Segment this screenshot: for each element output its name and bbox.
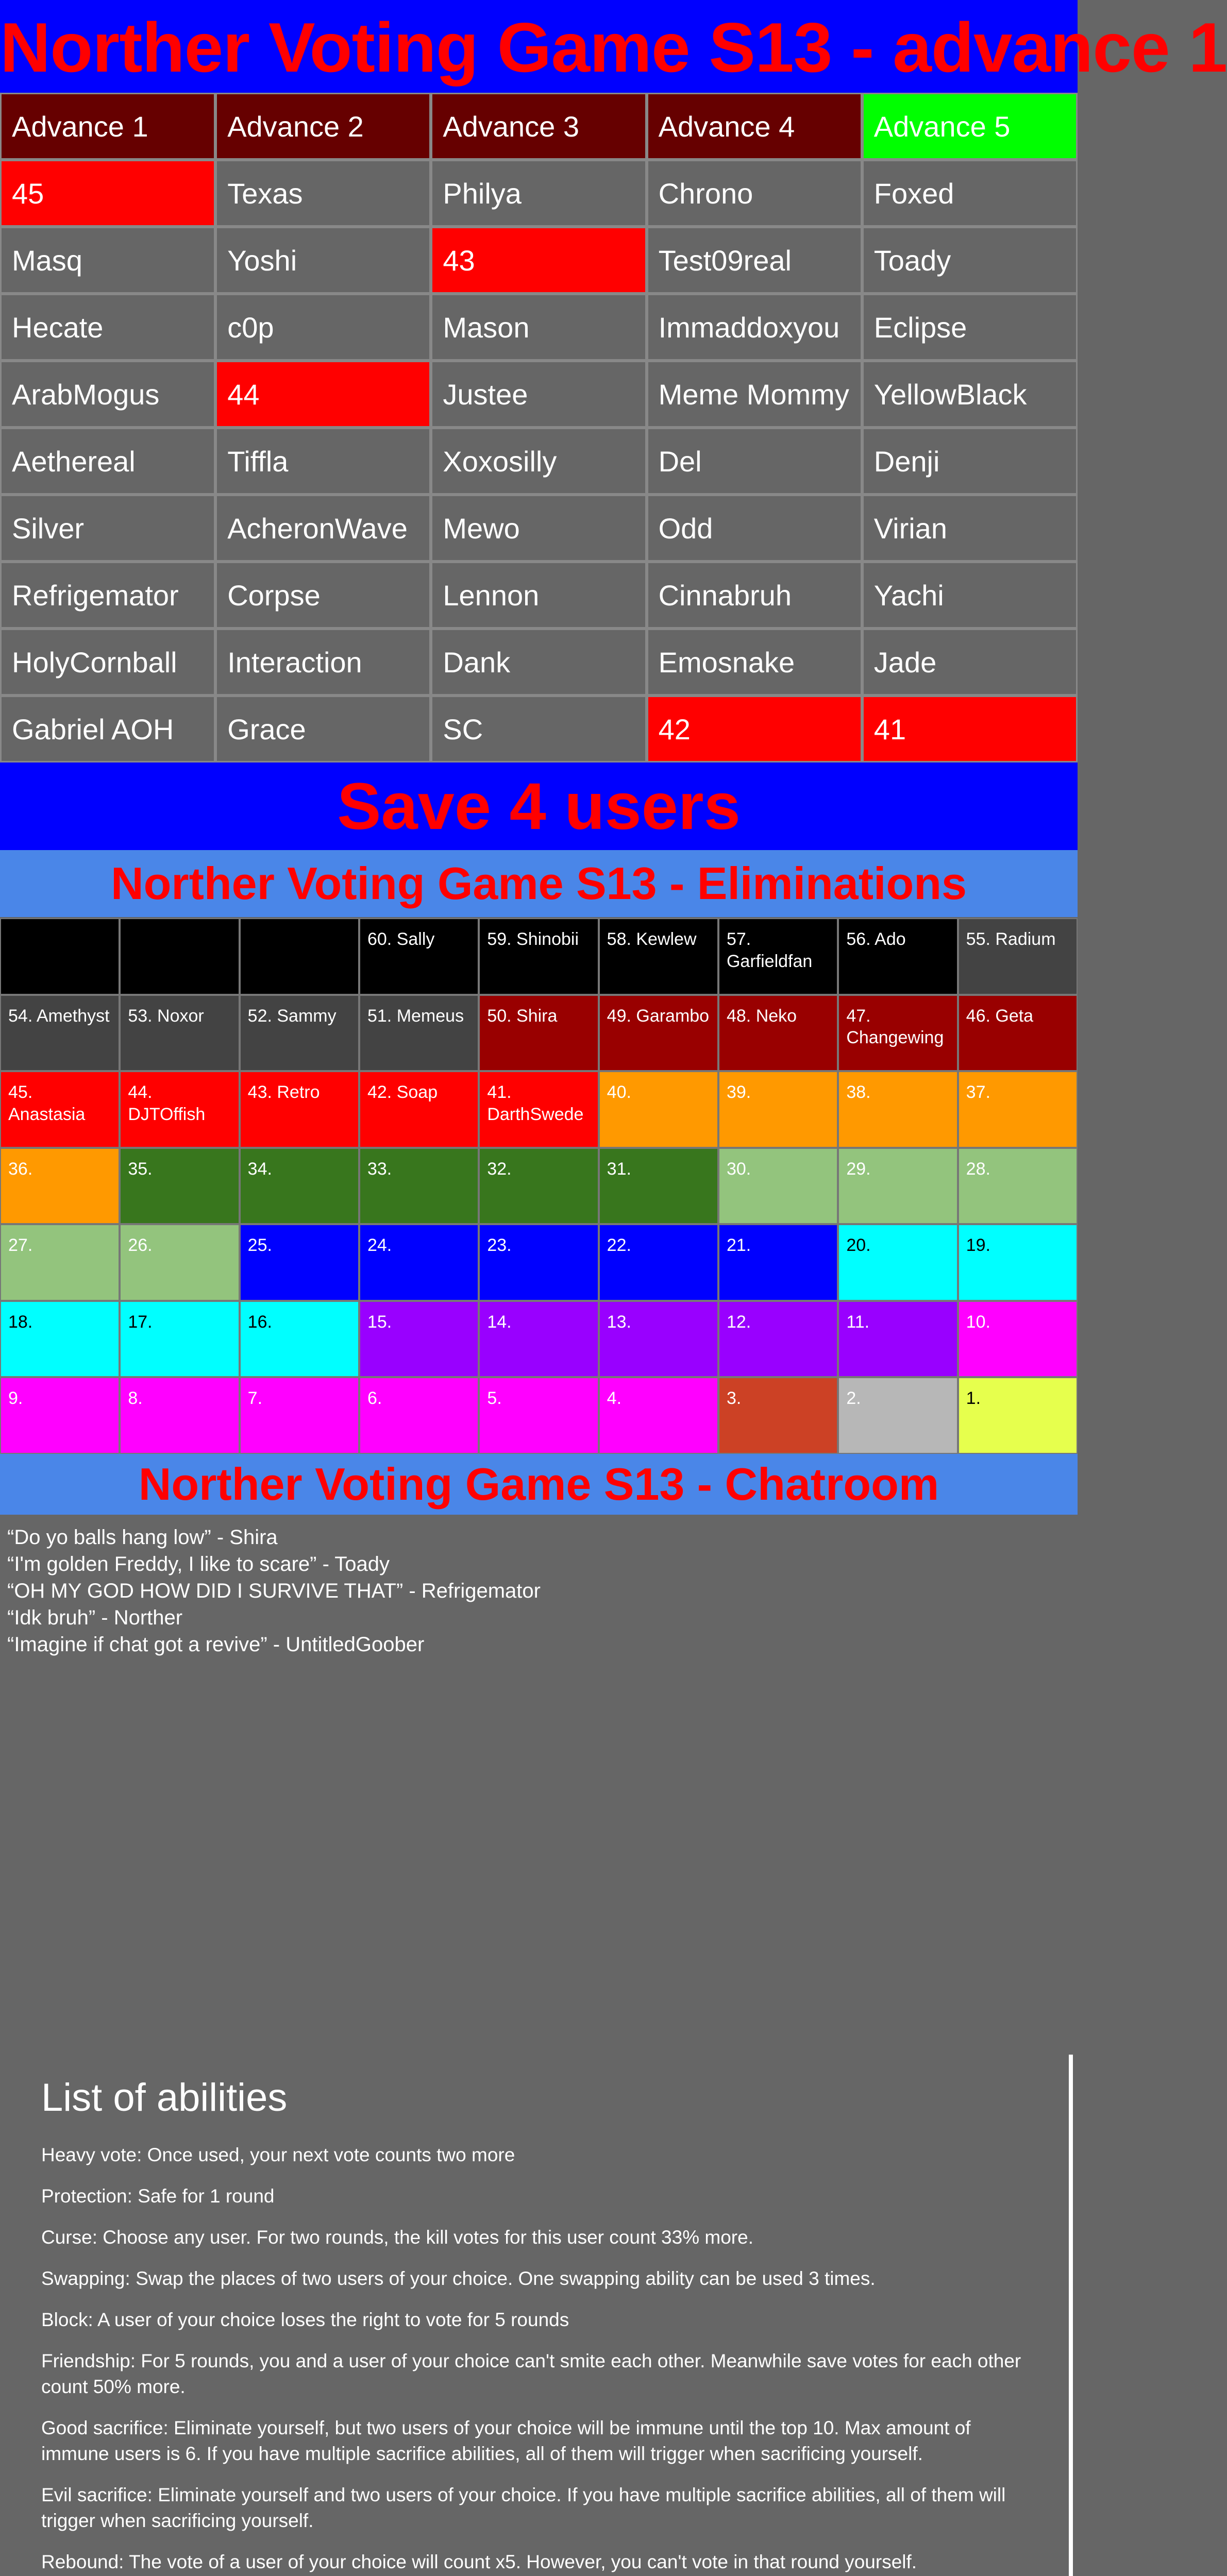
advance-header: Advance 4 xyxy=(647,93,862,160)
advance-cell: Interaction xyxy=(215,629,431,696)
abilities-title: List of abilities xyxy=(41,2076,288,2120)
chat-quote: “Idk bruh” - Norther xyxy=(7,1606,183,1629)
eliminations-title-banner xyxy=(0,850,1078,917)
elimination-cell: 17. xyxy=(120,1301,239,1378)
advance-cell: c0p xyxy=(215,294,431,361)
advance-table xyxy=(0,93,1078,762)
advance-cell: Xoxosilly xyxy=(431,428,646,495)
advance-cell: 42 xyxy=(647,696,862,762)
elimination-cell: 53. Noxor xyxy=(120,995,239,1072)
advance-cell: Refrigemator xyxy=(0,562,215,629)
advance-cell: 45 xyxy=(0,160,215,227)
elimination-cell: 42. Soap xyxy=(359,1071,479,1148)
elimination-cell: 43. Retro xyxy=(240,1071,359,1148)
save-banner-text: Save 4 users xyxy=(337,769,741,843)
advance-cell: Texas xyxy=(215,160,431,227)
elimination-cell: 33. xyxy=(359,1148,479,1225)
elimination-cell: 50. Shira xyxy=(479,995,598,1072)
elimination-cell: 20. xyxy=(838,1224,957,1301)
save-banner xyxy=(0,762,1078,850)
advance-cell: Immaddoxyou xyxy=(647,294,862,361)
elimination-cell: 25. xyxy=(240,1224,359,1301)
elimination-cell: 8. xyxy=(120,1377,239,1454)
elimination-cell: 44. DJTOffish xyxy=(120,1071,239,1148)
advance-cell: Dank xyxy=(431,629,646,696)
elimination-cell: 22. xyxy=(599,1224,718,1301)
advance-cell: SC xyxy=(431,696,646,762)
elimination-cell: 29. xyxy=(838,1148,957,1225)
elimination-cell: 34. xyxy=(240,1148,359,1225)
elimination-cell: 38. xyxy=(838,1071,957,1148)
elimination-cell: 12. xyxy=(718,1301,838,1378)
chat-quote: “I'm golden Freddy, I like to scare” - Toady xyxy=(7,1553,390,1575)
elimination-cell: 11. xyxy=(838,1301,957,1378)
advance-cell: Tiffla xyxy=(215,428,431,495)
advance-cell: Test09real xyxy=(647,227,862,294)
advance-cell: Foxed xyxy=(862,160,1078,227)
eliminations-title: Norther Voting Game S13 - Eliminations xyxy=(111,858,967,909)
advance-cell: Gabriel AOH xyxy=(0,696,215,762)
abilities-panel xyxy=(22,2055,1073,2576)
ability-item: Swapping: Swap the places of two users of your choice. One swapping ability can be used 3 times. xyxy=(41,2268,876,2289)
chatroom-title: Norther Voting Game S13 - Chatroom xyxy=(138,1459,939,1510)
elimination-cell: 55. Radium xyxy=(958,918,1078,995)
advance-cell: Corpse xyxy=(215,562,431,629)
elimination-cell: 56. Ado xyxy=(838,918,957,995)
elimination-cell: 3. xyxy=(718,1377,838,1454)
elimination-cell: 45. Anastasia xyxy=(0,1071,120,1148)
elimination-cell: 16. xyxy=(240,1301,359,1378)
advance-cell: Denji xyxy=(862,428,1078,495)
advance-header: Advance 5 xyxy=(862,93,1078,160)
advance-cell: Emosnake xyxy=(647,629,862,696)
advance-cell: Del xyxy=(647,428,862,495)
elimination-cell: 46. Geta xyxy=(958,995,1078,1072)
advance-header: Advance 3 xyxy=(431,93,646,160)
advance-cell: ArabMogus xyxy=(0,361,215,428)
elimination-cell: 19. xyxy=(958,1224,1078,1301)
advance-cell: Jade xyxy=(862,629,1078,696)
elimination-cell: 60. Sally xyxy=(359,918,479,995)
advance-header: Advance 2 xyxy=(215,93,431,160)
elimination-cell: 4. xyxy=(599,1377,718,1454)
elimination-cell: 18. xyxy=(0,1301,120,1378)
elimination-cell: 24. xyxy=(359,1224,479,1301)
elimination-cell xyxy=(120,918,239,995)
elimination-cell: 31. xyxy=(599,1148,718,1225)
elimination-cell: 59. Shinobii xyxy=(479,918,598,995)
ability-item: Good sacrifice: Eliminate yourself, but two users of your choice will be immune until the top 10. Max amount of immune users is 6. If you have multiple sacrifice abilities, all of them will trigger when sacrificing yourself. xyxy=(41,2417,971,2464)
ability-item: Heavy vote: Once used, your next vote counts two more xyxy=(41,2144,515,2165)
elimination-cell: 37. xyxy=(958,1071,1078,1148)
eliminations-grid xyxy=(0,918,1078,1454)
advance-cell: Grace xyxy=(215,696,431,762)
advance-cell: YellowBlack xyxy=(862,361,1078,428)
elimination-cell: 15. xyxy=(359,1301,479,1378)
elimination-cell: 30. xyxy=(718,1148,838,1225)
elimination-cell: 51. Memeus xyxy=(359,995,479,1072)
elimination-cell: 41. DarthSwede xyxy=(479,1071,598,1148)
elimination-cell: 54. Amethyst xyxy=(0,995,120,1072)
advance-cell: Lennon xyxy=(431,562,646,629)
elimination-cell: 48. Neko xyxy=(718,995,838,1072)
advance-cell: Meme Mommy xyxy=(647,361,862,428)
advance-cell: HolyCornball xyxy=(0,629,215,696)
elimination-cell: 23. xyxy=(479,1224,598,1301)
elimination-cell: 28. xyxy=(958,1148,1078,1225)
advance-cell: Yoshi xyxy=(215,227,431,294)
advance-cell: Silver xyxy=(0,495,215,562)
elimination-cell: 58. Kewlew xyxy=(599,918,718,995)
elimination-cell: 13. xyxy=(599,1301,718,1378)
elimination-cell xyxy=(0,918,120,995)
elimination-cell: 52. Sammy xyxy=(240,995,359,1072)
elimination-cell: 1. xyxy=(958,1377,1078,1454)
advance-cell: Mewo xyxy=(431,495,646,562)
advance-cell: Toady xyxy=(862,227,1078,294)
abilities-list xyxy=(41,2142,1041,2576)
advance-cell: Philya xyxy=(431,160,646,227)
elimination-cell xyxy=(240,918,359,995)
ability-item: Rebound: The vote of a user of your choice will count x5. However, you can't vote in that round yourself. xyxy=(41,2551,917,2572)
elimination-cell: 57. Garfieldfan xyxy=(718,918,838,995)
elimination-cell: 14. xyxy=(479,1301,598,1378)
advance-cell: Odd xyxy=(647,495,862,562)
advance-header: Advance 1 xyxy=(0,93,215,160)
elimination-cell: 27. xyxy=(0,1224,120,1301)
advance-cell: AcheronWave xyxy=(215,495,431,562)
chat-quote: “Do yo balls hang low” - Shira xyxy=(7,1526,278,1549)
chatroom-title-banner xyxy=(0,1454,1078,1515)
ability-item: Curse: Choose any user. For two rounds, the kill votes for this user count 33% more. xyxy=(41,2227,753,2248)
elimination-cell: 6. xyxy=(359,1377,479,1454)
advance-cell: Virian xyxy=(862,495,1078,562)
elimination-cell: 49. Garambo xyxy=(599,995,718,1072)
advance-cell: Masq xyxy=(0,227,215,294)
advance-title-banner xyxy=(0,0,1227,93)
chat-quote: “Imagine if chat got a revive” - UntitledGoober xyxy=(7,1633,425,1656)
advance-cell: Aethereal xyxy=(0,428,215,495)
elimination-cell: 5. xyxy=(479,1377,598,1454)
elimination-cell: 35. xyxy=(120,1148,239,1225)
elimination-cell: 26. xyxy=(120,1224,239,1301)
advance-cell: 41 xyxy=(862,696,1078,762)
advance-cell: Yachi xyxy=(862,562,1078,629)
advance-cell: Justee xyxy=(431,361,646,428)
elimination-cell: 7. xyxy=(240,1377,359,1454)
elimination-cell: 10. xyxy=(958,1301,1078,1378)
elimination-cell: 40. xyxy=(599,1071,718,1148)
chat-quote: “OH MY GOD HOW DID I SURVIVE THAT” - Refrigemator xyxy=(7,1580,541,1602)
ability-item: Evil sacrifice: Eliminate yourself and two users of your choice. If you have multiple sacrifice abilities, all of them will trigger when sacrificing yourself. xyxy=(41,2484,1006,2531)
elimination-cell: 2. xyxy=(838,1377,957,1454)
ability-item: Friendship: For 5 rounds, you and a user of your choice can't smite each other. Meanwhile save votes for each other count 50% more. xyxy=(41,2350,1021,2397)
advance-cell: Cinnabruh xyxy=(647,562,862,629)
elimination-cell: 47. Changewing xyxy=(838,995,957,1072)
advance-cell: 44 xyxy=(215,361,431,428)
advance-cell: Hecate xyxy=(0,294,215,361)
chatroom-quotes xyxy=(7,1524,1069,1658)
advance-cell: Eclipse xyxy=(862,294,1078,361)
elimination-cell: 36. xyxy=(0,1148,120,1225)
advance-title: Norther Voting Game S13 - advance 1 xyxy=(0,8,1227,87)
advance-cell: Mason xyxy=(431,294,646,361)
elimination-cell: 9. xyxy=(0,1377,120,1454)
elimination-cell: 21. xyxy=(718,1224,838,1301)
elimination-cell: 39. xyxy=(718,1071,838,1148)
advance-cell: Chrono xyxy=(647,160,862,227)
ability-item: Block: A user of your choice loses the right to vote for 5 rounds xyxy=(41,2309,569,2330)
elimination-cell: 32. xyxy=(479,1148,598,1225)
ability-item: Protection: Safe for 1 round xyxy=(41,2185,275,2207)
advance-cell: 43 xyxy=(431,227,646,294)
